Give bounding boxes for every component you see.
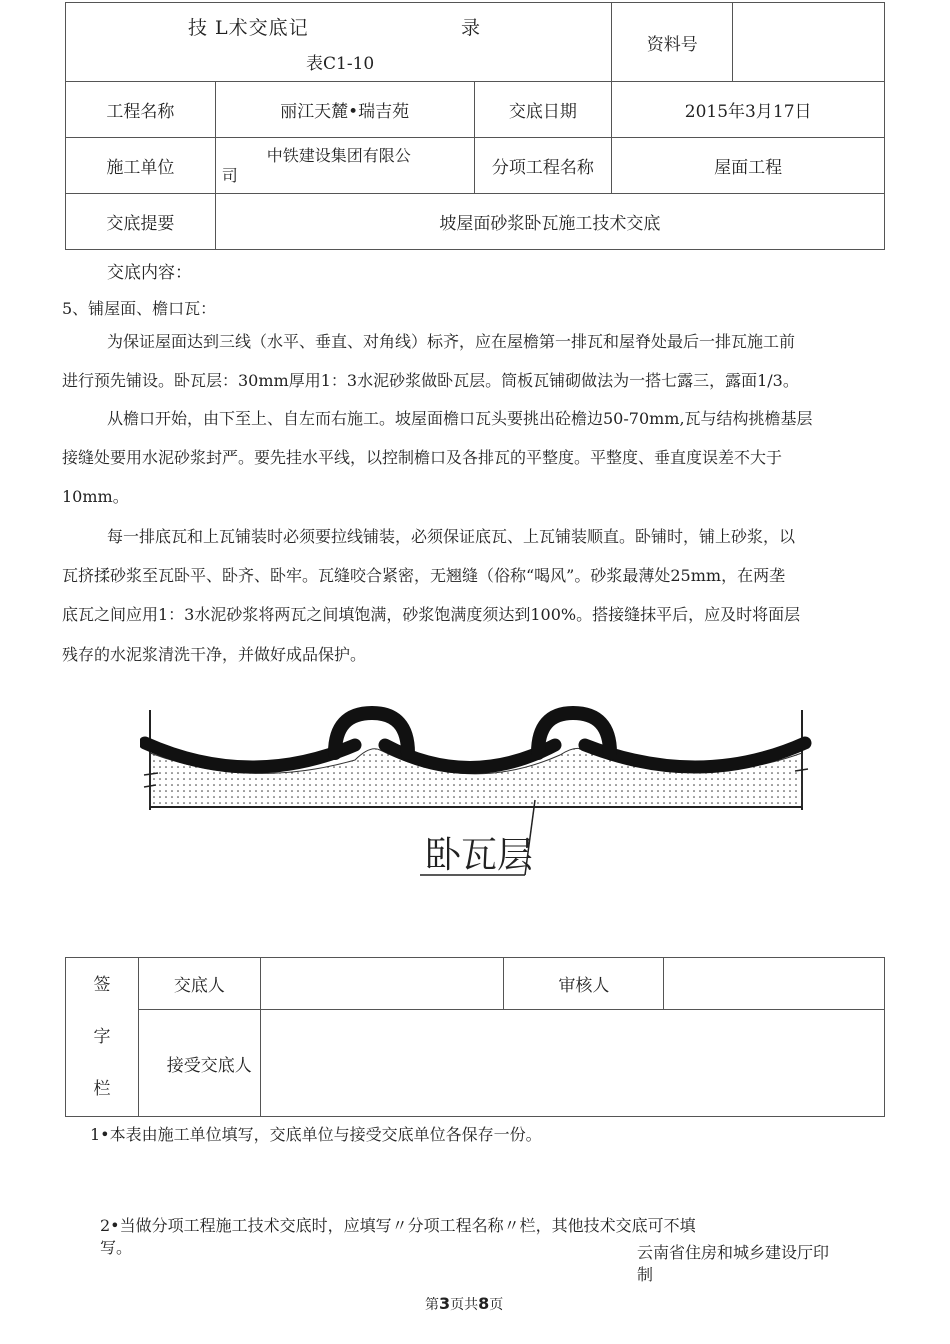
printer-line2: 制 bbox=[637, 1265, 654, 1284]
note-2-line2: 写。 bbox=[100, 1238, 133, 1257]
page-current: 3 bbox=[439, 1294, 451, 1313]
sig-char-1: 签 bbox=[93, 975, 111, 995]
page-middle: 页共 bbox=[450, 1297, 479, 1313]
p1-line2: 进行预先铺设。卧瓦层：30mm厚用1：3水泥砂浆做卧瓦层。筒板瓦铺砌做法为一搭七露三，露面1/3。 bbox=[62, 371, 799, 390]
header-table bbox=[65, 2, 885, 250]
receiver-label: 接受交底人 bbox=[138, 1010, 260, 1117]
p2-line3: 10mm。 bbox=[62, 487, 129, 506]
reviewer-field[interactable] bbox=[664, 958, 885, 1010]
project-name-value: 丽江天麓•瑞吉苑 bbox=[215, 82, 474, 138]
signature-column-label bbox=[66, 958, 139, 1117]
contractor-label: 施工单位 bbox=[66, 138, 216, 194]
contractor-value-line1: 中铁建设集团有限公 bbox=[266, 145, 411, 165]
p2-line1: 从檐口开始，由下至上、自左而右施工。坡屋面檐口瓦头要挑出砼檐边50-70mm,瓦与结构挑檐基层 bbox=[107, 409, 813, 428]
date-label: 交底日期 bbox=[474, 82, 612, 138]
presenter-field[interactable] bbox=[260, 958, 504, 1010]
presenter-label: 交底人 bbox=[138, 958, 260, 1010]
p3-line1: 每一排底瓦和上瓦铺装时必须要拉线铺装，必须保证底瓦、上瓦铺装顺直。卧铺时，铺上砂浆，以 bbox=[107, 527, 796, 546]
printer-line1: 云南省住房和城乡建设厅印 bbox=[637, 1243, 830, 1262]
form-title: 技 L术交底记 bbox=[188, 17, 309, 39]
project-name-label: 工程名称 bbox=[66, 82, 216, 138]
title-cell bbox=[66, 3, 612, 82]
p2-line2: 接缝处要用水泥砂浆封严。要先挂水平线，以控制檐口及各排瓦的平整度。平整度、垂直度误差不大于 bbox=[62, 448, 783, 467]
tile-bedding-diagram bbox=[140, 705, 820, 905]
p3-line2: 瓦挤揉砂浆至瓦卧平、卧齐、卧牢。瓦缝咬合紧密，无翘缝（俗称“喝风”。砂浆最薄处25mm，在两垄 bbox=[62, 566, 786, 585]
doc-no-label: 资料号 bbox=[612, 3, 733, 82]
contractor-value bbox=[215, 138, 474, 194]
page-total: 8 bbox=[478, 1294, 490, 1313]
figure-label: 卧瓦层 bbox=[425, 835, 534, 876]
form-number: 表C1-10 bbox=[306, 54, 375, 74]
form-title-suffix: 录 bbox=[461, 17, 481, 39]
receiver-field[interactable] bbox=[260, 1010, 884, 1117]
sig-char-2: 字 bbox=[93, 1027, 111, 1047]
sub-project-label: 分项工程名称 bbox=[474, 138, 612, 194]
sub-project-value: 屋面工程 bbox=[612, 138, 885, 194]
p3-line4: 残存的水泥浆清洗干净，并做好成品保护。 bbox=[62, 645, 367, 664]
note-1: 1•本表由施工单位填写，交底单位与接受交底单位各保存一份。 bbox=[90, 1125, 542, 1144]
mortar-bed bbox=[150, 748, 802, 807]
sig-char-3: 栏 bbox=[93, 1079, 111, 1099]
p1-line1: 为保证屋面达到三线（水平、垂直、对角线）标齐，应在屋檐第一排瓦和屋脊处最后一排瓦施工前 bbox=[107, 332, 796, 351]
date-value: 2015年3月17日 bbox=[612, 82, 885, 138]
reviewer-label: 审核人 bbox=[504, 958, 664, 1010]
content-heading: 交底内容： bbox=[107, 263, 192, 283]
summary-value: 坡屋面砂浆卧瓦施工技术交底 bbox=[215, 194, 884, 250]
note-2-line1: 2•当做分项工程施工技术交底时，应填写〃分项工程名称〃栏，其他技术交底可不填 bbox=[100, 1216, 696, 1235]
page-footer bbox=[425, 1294, 503, 1314]
page-suffix: 页 bbox=[489, 1297, 504, 1313]
summary-label: 交底提要 bbox=[66, 194, 216, 250]
signature-table bbox=[65, 957, 885, 1117]
doc-no-value[interactable] bbox=[733, 3, 885, 82]
contractor-value-line2: 司 bbox=[221, 165, 238, 185]
section-title: 5、铺屋面、檐口瓦： bbox=[62, 299, 217, 318]
page-prefix: 第 bbox=[425, 1297, 439, 1313]
p3-line3: 底瓦之间应用1：3水泥砂浆将两瓦之间填饱满，砂浆饱满度须达到100%。搭接缝抹平后，应及时将面层 bbox=[62, 605, 801, 624]
